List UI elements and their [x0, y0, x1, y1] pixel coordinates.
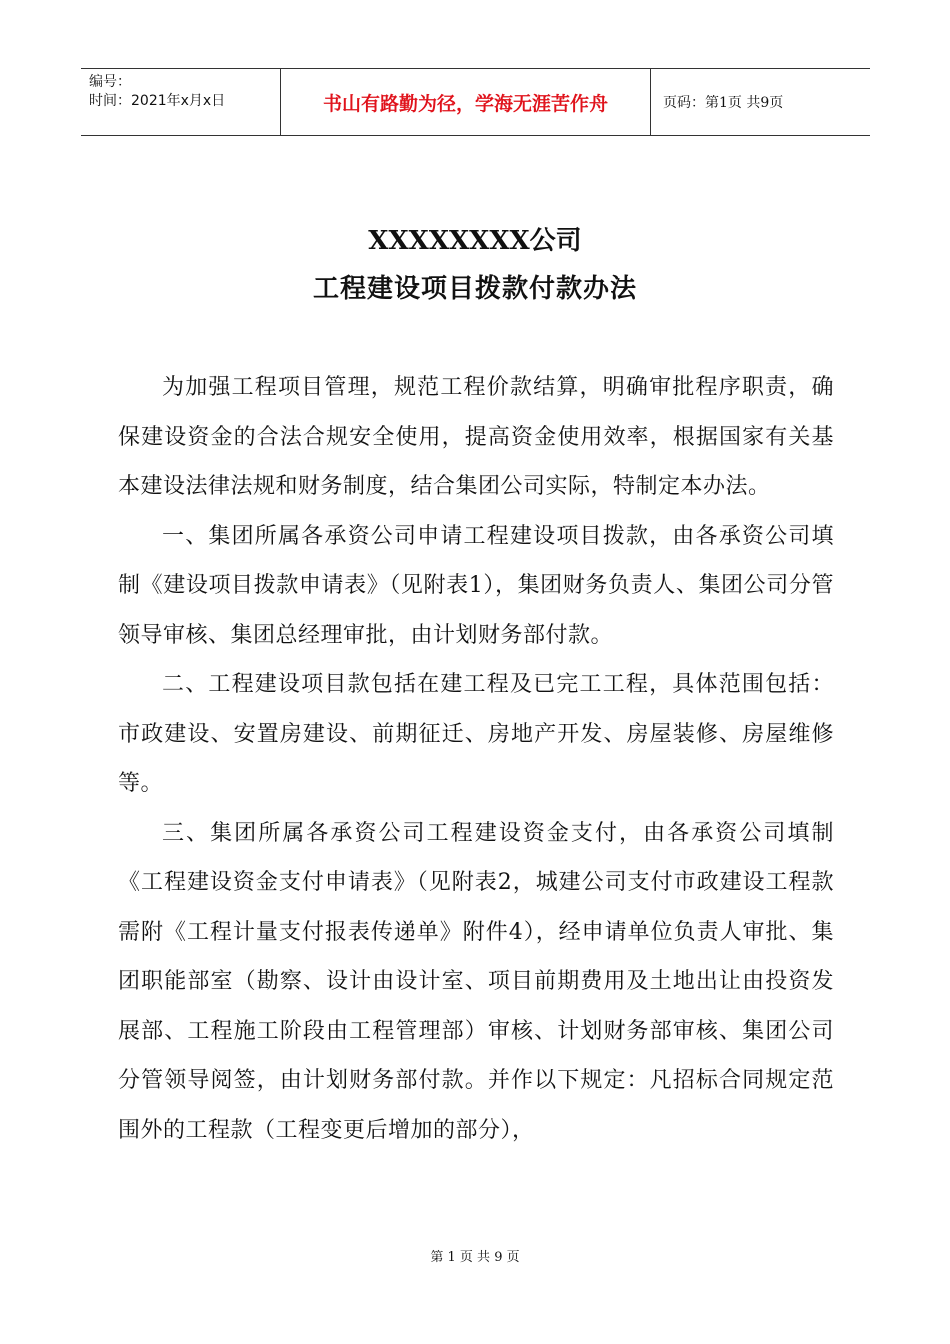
page-info: 页码：第1页 共9页	[663, 95, 784, 111]
header-page-cell	[651, 69, 870, 135]
paragraph-clause-2: 二、工程建设项目款包括在建工程及已完工工程，具体范围包括：市政建设、安置房建设、前期征迁、房地产开发、房屋装修、房屋维修等。	[118, 672, 834, 796]
document-title: 工程建设项目拨款付款办法	[312, 274, 637, 304]
header-meta-cell	[81, 69, 281, 135]
paragraph-clause-1: 一、集团所属各承资公司申请工程建设项目拨款，由各承资公司填制《建设项目拨款申请表》（见附表1），集团财务负责人、集团公司分管领导审核、集团总经理审批，由计划财务部付款。	[118, 523, 834, 648]
number-label: 编号：	[89, 74, 131, 90]
page-footer: 第 1 页 共 9 页	[430, 1250, 520, 1265]
document-body	[118, 363, 834, 1155]
time-label: 时间：2021年x月x日	[89, 93, 226, 109]
paragraph-intro: 为加强工程项目管理，规范工程价款结算，明确审批程序职责，确保建设资金的合法合规安全使用，提高资金使用效率，根据国家有关基本建设法律法规和财务制度，结合集团公司实际，特制定本办法。	[118, 375, 834, 499]
company-title: XXXXXXXX公司	[368, 226, 582, 256]
header-motto-cell	[281, 69, 651, 135]
motto-text: 书山有路勤为径，学海无涯苦作舟	[322, 92, 608, 115]
paragraph-clause-3: 三、集团所属各承资公司工程建设资金支付，由各承资公司填制《工程建设资金支付申请表》（见附表2，城建公司支付市政建设工程款需附《工程计量支付报表传递单》附件4），经申请单位负责人审批、集团职能部室（勘察、设计由设计室、项目前期费用及土地出让由投资发展部、工程施工阶段由工程管理部）审核、计划财务部审核、集团公司分管领导阅签，由计划财务部付款。并作以下规定：凡招标合同规定范围外的工程款（工程变更后增加的部分），	[118, 820, 834, 1143]
document-header-table	[81, 68, 870, 136]
